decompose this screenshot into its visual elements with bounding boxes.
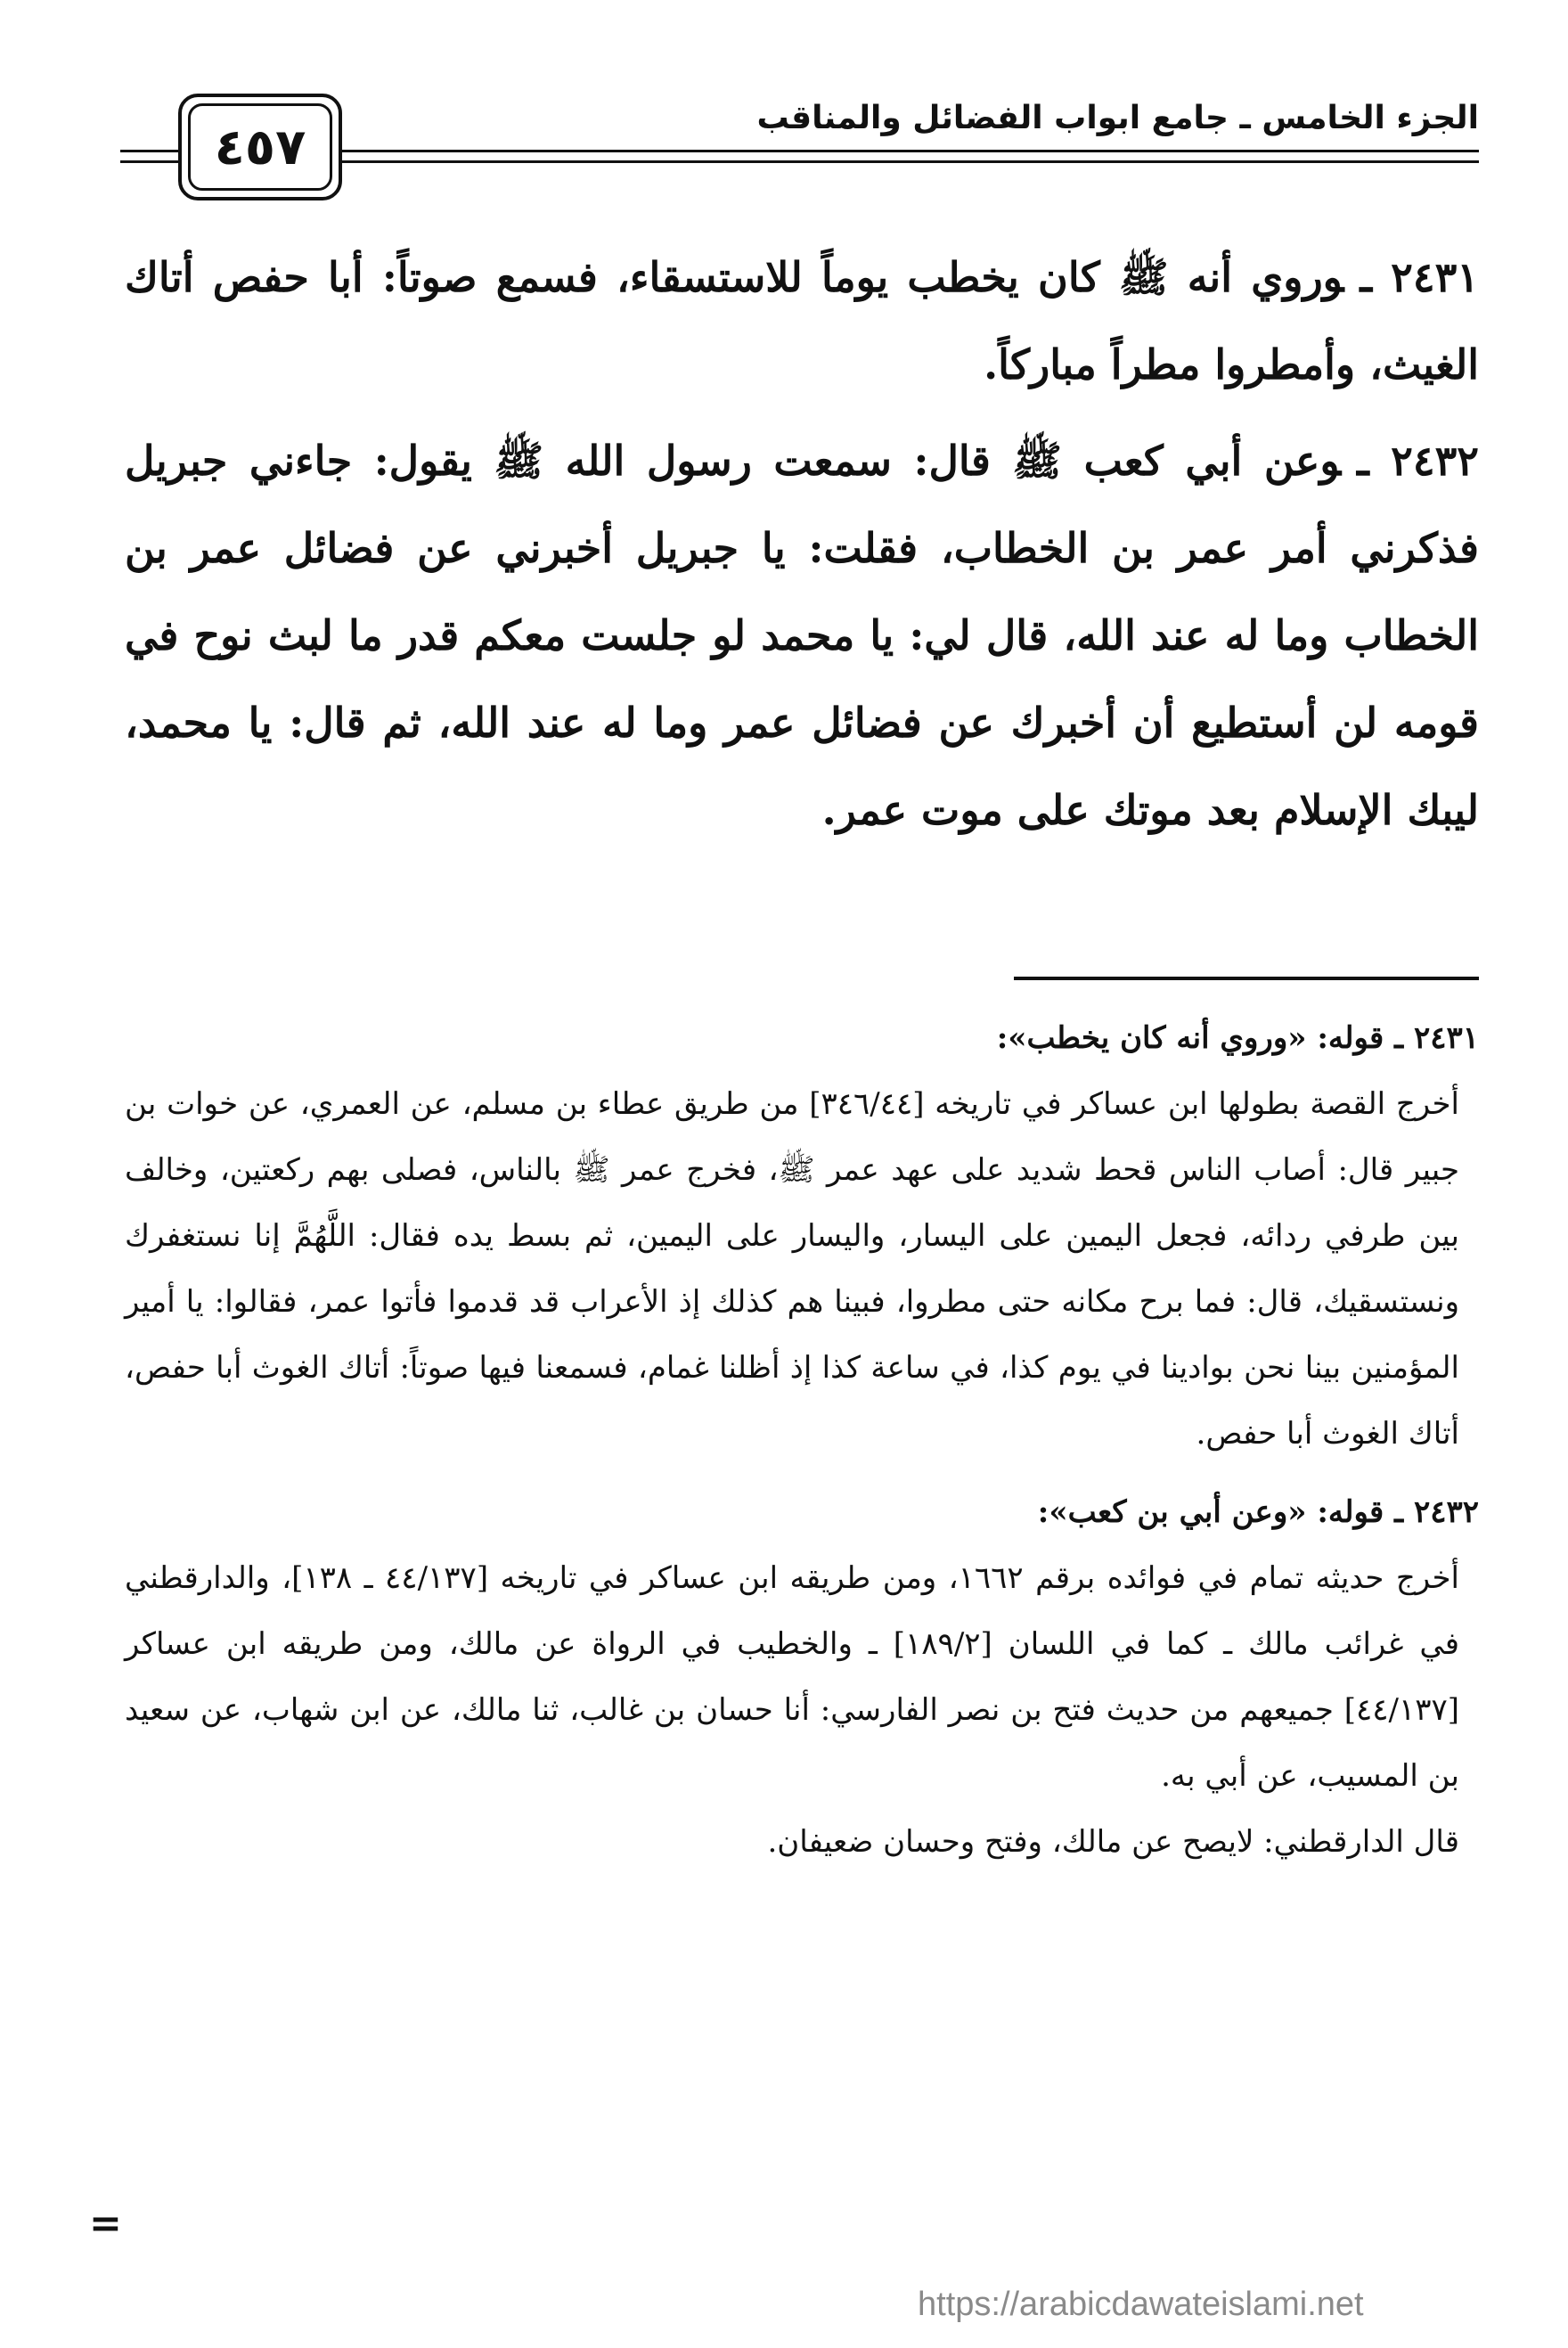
footnote-separator	[1014, 977, 1479, 980]
main-text	[125, 233, 1479, 863]
hadith-number: ٢٤٣١ ـ	[1360, 253, 1479, 301]
hadith-2432	[125, 417, 1479, 854]
footnote-body: أخرج القصة بطولها ابن عساكر في تاريخه [٣٤٦/٤٤] من طريق عطاء بن مسلم، عن العمري، عن خوات بن جبير قال: أصاب الناس قحط شديد على عهد عمر ﷺ، فخرج عمر ﷺ بالناس، فصلى بهم ركعتين، وخالف بين طرفي ردائه، فجعل اليمين على اليسار، واليسار على اليمين، ثم بسط يده فقال: اللَّهُمَّ إنا نستغفرك ونستسقيك، قال: فما برح مكانه حتى مطروا، فبينا هم كذلك إذ الأعراب قد قدموا فأتوا عمر، فقالوا: يا أمير المؤمنين بينا نحن بوادينا في يوم كذا، في ساعة كذا إذ أظلنا غمام، فسمعنا فيها صوتاً: أتاك الغوث أبا حفص، أتاك الغوث أبا حفص.	[125, 1086, 1459, 1452]
page-number-frame	[178, 94, 342, 200]
hadith-text: وروي أنه ﷺ كان يخطب يوماً للاستسقاء، فسمع صوتاً: أبا حفص أتاك الغيث، وأمطروا مطراً مباركاً.	[125, 253, 1479, 389]
watermark: https://arabicdawateislami.net	[918, 2286, 1364, 2323]
hadith-2431	[125, 233, 1479, 408]
footnotes	[125, 1005, 1479, 1887]
hadith-text: وعن أبي كعب ﷺ قال: سمعت رسول الله ﷺ يقول: جاءني جبريل فذكرني أمر عمر بن الخطاب، فقلت: يا جبريل أخبرني عن فضائل عمر بن الخطاب وما له عند الله، قال لي: يا محمد لو جلست معكم قدر ما لبث نوح في قومه لن أستطيع أن أخبرك عن فضائل عمر وما له عند الله، ثم قال: يا محمد، ليبك الإسلام بعد موتك على موت عمر.	[125, 437, 1479, 834]
running-header: الجزء الخامس ـ جامع ابواب الفضائل والمناقب	[756, 100, 1479, 136]
hadith-number: ٢٤٣٢ ـ	[1357, 437, 1479, 485]
footnote-heading: ٢٤٣١ ـ قوله: «وروي أنه كان يخطب»:	[996, 1020, 1479, 1056]
footnote-heading: ٢٤٣٢ ـ قوله: «وعن أبي بن كعب»:	[1037, 1494, 1479, 1530]
footnote-body-extra: قال الدارقطني: لايصح عن مالك، وفتح وحسان ضعيفان.	[767, 1824, 1459, 1860]
footnote-body: أخرج حديثه تمام في فوائده برقم ١٦٦٢، ومن طريقه ابن عساكر في تاريخه [٤٤/١٣٧ ـ ١٣٨]، والدارقطني في غرائب مالك ـ كما في اللسان [١٨٩/٢] ـ والخطيب في الرواة عن مالك، ومن طريقه ابن عساكر [٤٤/١٣٧] جميعهم من حديث فتح بن نصر الفارسي: أنا حسان بن غالب، ثنا مالك، عن ابن شهاب، عن سعيد بن المسيب، عن أبي به.	[125, 1560, 1460, 1794]
continuation-mark: =	[89, 2201, 122, 2246]
page-number: ٤٥٧	[188, 103, 332, 191]
